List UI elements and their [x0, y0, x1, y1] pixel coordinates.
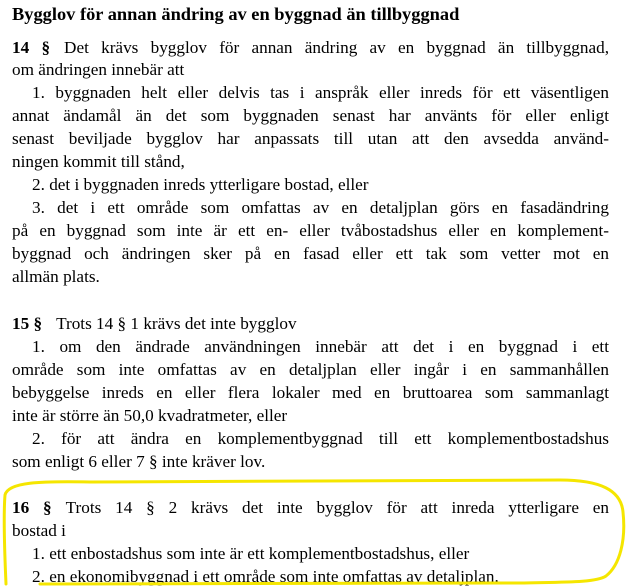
paragraph-14-item-3: 3. det i ett område som omfattas av en detaljplan görs en fasadändring: [32, 198, 609, 217]
paragraph-15-item-2: 2. för att ändra en komplementbyggnad till ett komplementbostadshus: [32, 429, 609, 448]
paragraph-14-item-1-cont: senast beviljade bygglov har anpassats till utan att den avsedda använd-: [12, 129, 609, 148]
paragraph-16-number: 16 §: [12, 498, 52, 517]
paragraph-14-item-3-cont: allmän plats.: [12, 267, 100, 286]
paragraph-15-item-2-cont: som enligt 6 eller 7 § inte kräver lov.: [12, 452, 266, 471]
paragraph-16-item-1: 1. ett enbostadshus som inte är ett komplementbostadshus, eller: [32, 544, 470, 563]
paragraph-14-line-1: 14 § Det krävs bygglov för annan ändring av en byggnad än tillbyggnad,: [12, 38, 610, 57]
paragraph-15-item-1: 1. om den ändrade användningen innebär att det i en byggnad i ett: [32, 337, 609, 356]
paragraph-14-item-2: 2. det i byggnaden inreds ytterligare bostad, eller: [32, 175, 369, 194]
paragraph-14-line-2: om ändringen innebär att: [12, 60, 185, 79]
paragraph-14-item-3-cont: byggnad och ändringen sker på en fasad eller ett tak som vetter mot en: [12, 244, 609, 263]
paragraph-14-item-1: 1. byggnaden helt eller delvis tas i anspråk eller inreds för ett väsentligen: [32, 83, 609, 102]
section-heading: Bygglov för annan ändring av en byggnad än tillbyggnad: [12, 4, 460, 24]
paragraph-14-number: 14 §: [12, 38, 51, 57]
paragraph-15-line-1: 15 § Trots 14 § 1 krävs det inte bygglov: [12, 314, 297, 333]
paragraph-14-item-1-cont: ningen kommit till stånd,: [12, 152, 185, 171]
paragraph-15-number: 15 §: [12, 314, 43, 333]
paragraph-14-item-3-cont: på en byggnad som inte är ett en- eller tvåbostadshus eller en komplement-: [12, 221, 609, 240]
paragraph-16-line-2: bostad i: [12, 521, 66, 540]
paragraph-15-item-1-cont: område som inte omfattas av en detaljplan eller ingår i en sammanhållen: [12, 360, 609, 379]
paragraph-15-item-1-cont: bebyggelse inreds en eller flera lokaler med en bruttoarea som sammanlagt: [12, 383, 609, 402]
paragraph-14-item-1-cont: annat ändamål än det som byggnaden senast har använts för eller enligt: [12, 106, 609, 125]
paragraph-16-item-2: 2. en ekonomibyggnad i ett område som inte omfattas av detaljplan.: [32, 567, 499, 586]
paragraph-16-line-1: 16 § Trots 14 § 2 krävs det inte bygglov för att inreda ytterligare en: [12, 498, 610, 517]
paragraph-15-item-1-cont: inte är större än 50,0 kvadratmeter, eller: [12, 406, 288, 425]
